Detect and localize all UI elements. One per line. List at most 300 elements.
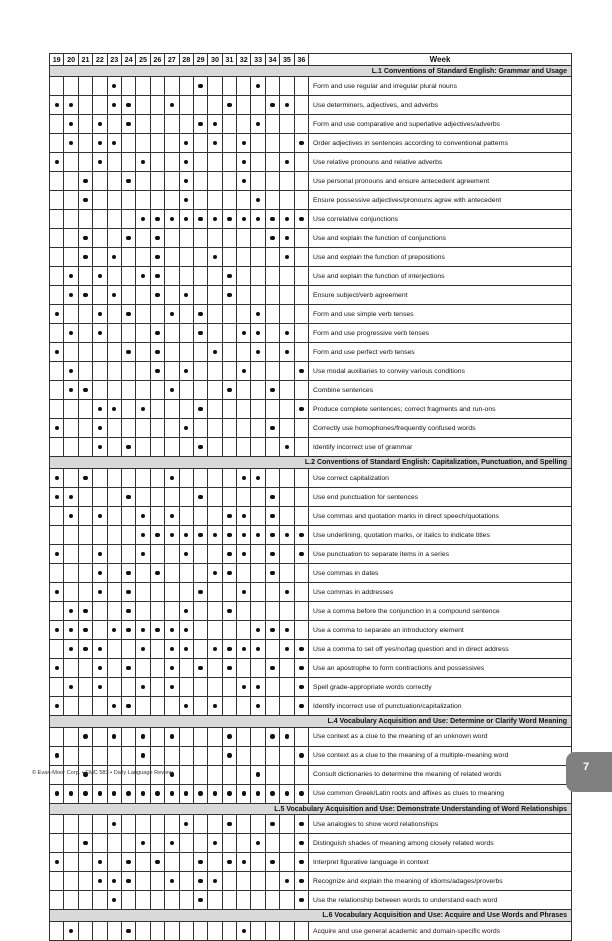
practice-dot — [69, 647, 73, 651]
practice-dot — [227, 533, 231, 537]
week-cell — [150, 438, 164, 457]
week-cell — [280, 872, 294, 891]
week-cell — [237, 640, 251, 659]
week-cell — [237, 853, 251, 872]
week-cell — [78, 172, 92, 191]
week-cell — [193, 419, 207, 438]
week-cell — [150, 564, 164, 583]
week-cell — [165, 659, 179, 678]
practice-dot — [112, 84, 116, 88]
week-cell — [78, 191, 92, 210]
week-cell — [93, 507, 107, 526]
practice-dot — [55, 312, 59, 316]
week-cell — [280, 564, 294, 583]
practice-dot — [69, 369, 73, 373]
week-cell — [251, 488, 265, 507]
practice-dot — [83, 293, 87, 297]
week-cell — [251, 621, 265, 640]
week-cell — [150, 488, 164, 507]
week-cell — [121, 305, 135, 324]
week-cell — [93, 134, 107, 153]
week-cell — [208, 229, 222, 248]
skill-description: Use correct capitalization — [309, 469, 572, 488]
week-cell — [150, 583, 164, 602]
week-cell — [78, 678, 92, 697]
week-cell — [294, 248, 308, 267]
week-cell — [280, 248, 294, 267]
week-cell — [50, 115, 64, 134]
practice-dot — [126, 312, 130, 316]
practice-dot — [98, 666, 102, 670]
week-cell — [265, 381, 279, 400]
week-cell — [50, 784, 64, 803]
week-cell — [64, 922, 78, 941]
practice-dot — [126, 103, 130, 107]
week-cell — [179, 286, 193, 305]
grid-body — [50, 65, 572, 940]
week-cell — [222, 922, 236, 941]
week-cell — [179, 678, 193, 697]
week-cell — [193, 922, 207, 941]
week-cell — [165, 324, 179, 343]
skill-description: Use commas and quotation marks in direct speech/quotations — [309, 507, 572, 526]
practice-dot — [256, 685, 260, 689]
practice-dot — [112, 879, 116, 883]
week-cell — [78, 784, 92, 803]
week-cell — [294, 659, 308, 678]
week-cell — [107, 834, 121, 853]
week-cell — [93, 172, 107, 191]
week-cell — [121, 419, 135, 438]
week-cell — [50, 678, 64, 697]
week-cell — [107, 267, 121, 286]
skill-description: Use context as a clue to the meaning of an unknown word — [309, 727, 572, 746]
skill-description: Use end punctuation for sentences — [309, 488, 572, 507]
week-cell — [78, 267, 92, 286]
practice-dot — [69, 514, 73, 518]
week-cell — [93, 891, 107, 910]
week-cell — [251, 381, 265, 400]
week-cell — [179, 727, 193, 746]
week-cell — [93, 96, 107, 115]
practice-dot — [256, 84, 260, 88]
week-cell — [179, 469, 193, 488]
week-cell — [165, 507, 179, 526]
practice-dot — [126, 879, 130, 883]
week-cell — [294, 419, 308, 438]
week-cell — [165, 678, 179, 697]
week-cell — [251, 834, 265, 853]
practice-dot — [242, 514, 246, 518]
practice-dot — [285, 734, 289, 738]
practice-dot — [141, 160, 145, 164]
practice-dot — [256, 331, 260, 335]
week-cell — [107, 134, 121, 153]
practice-dot — [126, 179, 130, 183]
practice-dot — [198, 217, 202, 221]
week-cell — [265, 191, 279, 210]
week-cell — [179, 210, 193, 229]
week-cell — [165, 922, 179, 941]
week-cell — [50, 697, 64, 716]
week-cell — [78, 400, 92, 419]
week-cell — [251, 526, 265, 545]
week-cell — [193, 834, 207, 853]
week-cell — [265, 678, 279, 697]
week-cell — [208, 746, 222, 765]
week-cell — [265, 697, 279, 716]
week-cell — [78, 438, 92, 457]
skill-description: Use personal pronouns and ensure antecedent agreement — [309, 172, 572, 191]
week-cell — [93, 381, 107, 400]
skill-row — [50, 115, 572, 134]
week-cell — [165, 153, 179, 172]
week-cell — [78, 583, 92, 602]
week-cell — [93, 248, 107, 267]
week-cell — [50, 621, 64, 640]
week-cell — [136, 362, 150, 381]
week-cell — [50, 438, 64, 457]
skill-description: Use an apostrophe to form contractions and possessives — [309, 659, 572, 678]
practice-dot — [126, 350, 130, 354]
week-cell — [107, 697, 121, 716]
week-cell — [78, 815, 92, 834]
week-cell — [222, 678, 236, 697]
skill-description: Identify incorrect use of grammar — [309, 438, 572, 457]
practice-dot — [270, 571, 274, 575]
week-cell — [222, 134, 236, 153]
practice-dot — [155, 217, 159, 221]
week-cell — [251, 229, 265, 248]
week-cell — [165, 115, 179, 134]
week-cell — [165, 305, 179, 324]
practice-dot — [98, 312, 102, 316]
week-cell — [50, 469, 64, 488]
practice-dot — [270, 533, 274, 537]
week-cell — [121, 872, 135, 891]
week-cell — [64, 784, 78, 803]
week-cell — [222, 602, 236, 621]
practice-dot — [112, 734, 116, 738]
practice-dot — [170, 647, 174, 651]
week-cell — [121, 191, 135, 210]
practice-dot — [83, 609, 87, 613]
week-cell — [50, 545, 64, 564]
week-cell — [165, 602, 179, 621]
week-cell — [165, 697, 179, 716]
week-cell — [121, 488, 135, 507]
week-cell — [294, 381, 308, 400]
week-cell — [78, 727, 92, 746]
practice-dot — [198, 445, 202, 449]
week-cell — [93, 602, 107, 621]
week-cell — [179, 640, 193, 659]
week-cell — [251, 678, 265, 697]
week-cell — [208, 362, 222, 381]
week-cell — [150, 191, 164, 210]
week-cell — [237, 891, 251, 910]
week-cell — [237, 96, 251, 115]
week-cell — [193, 400, 207, 419]
practice-dot — [83, 476, 87, 480]
week-cell — [237, 746, 251, 765]
week-cell — [222, 362, 236, 381]
week-cell — [50, 526, 64, 545]
skill-description: Spell grade-appropriate words correctly — [309, 678, 572, 697]
week-cell — [251, 438, 265, 457]
skill-row — [50, 697, 572, 716]
practice-dot — [299, 217, 303, 221]
week-cell — [193, 784, 207, 803]
practice-dot — [155, 350, 159, 354]
week-cell — [93, 922, 107, 941]
week-cell — [121, 621, 135, 640]
practice-dot — [184, 293, 188, 297]
week-cell — [136, 545, 150, 564]
week-cell — [78, 746, 92, 765]
week-cell — [107, 343, 121, 362]
skill-row — [50, 872, 572, 891]
practice-dot — [285, 533, 289, 537]
week-cell — [237, 77, 251, 96]
week-cell — [64, 545, 78, 564]
week-cell — [107, 872, 121, 891]
week-number: 24 — [121, 54, 135, 66]
week-cell — [222, 191, 236, 210]
week-cell — [222, 891, 236, 910]
week-cell — [150, 659, 164, 678]
week-cell — [208, 488, 222, 507]
week-cell — [179, 583, 193, 602]
practice-dot — [98, 552, 102, 556]
week-cell — [208, 438, 222, 457]
practice-dot — [98, 860, 102, 864]
week-cell — [251, 115, 265, 134]
week-cell — [237, 438, 251, 457]
week-cell — [251, 286, 265, 305]
week-cell — [265, 488, 279, 507]
week-cell — [222, 286, 236, 305]
practice-dot — [256, 647, 260, 651]
week-cell — [93, 305, 107, 324]
week-cell — [50, 248, 64, 267]
practice-dot — [141, 734, 145, 738]
practice-dot — [184, 160, 188, 164]
week-cell — [237, 115, 251, 134]
skill-description: Use a comma before the conjunction in a compound sentence — [309, 602, 572, 621]
week-cell — [208, 77, 222, 96]
week-cell — [280, 545, 294, 564]
week-cell — [251, 419, 265, 438]
practice-dot — [227, 753, 231, 757]
week-cell — [78, 305, 92, 324]
week-cell — [179, 229, 193, 248]
week-cell — [93, 526, 107, 545]
week-cell — [50, 659, 64, 678]
week-cell — [121, 678, 135, 697]
practice-dot — [141, 274, 145, 278]
skill-row — [50, 784, 572, 803]
week-cell — [78, 853, 92, 872]
week-cell — [280, 77, 294, 96]
week-cell — [237, 153, 251, 172]
week-cell — [294, 134, 308, 153]
week-cell — [294, 697, 308, 716]
week-cell — [107, 77, 121, 96]
week-cell — [136, 77, 150, 96]
week-cell — [251, 324, 265, 343]
week-cell — [237, 134, 251, 153]
week-cell — [265, 784, 279, 803]
practice-dot — [69, 388, 73, 392]
week-cell — [208, 678, 222, 697]
practice-dot — [126, 571, 130, 575]
week-cell — [222, 488, 236, 507]
week-cell — [150, 853, 164, 872]
practice-dot — [98, 647, 102, 651]
week-cell — [294, 267, 308, 286]
week-cell — [294, 488, 308, 507]
week-cell — [193, 815, 207, 834]
week-cell — [280, 834, 294, 853]
practice-dot — [55, 860, 59, 864]
practice-dot — [155, 533, 159, 537]
week-cell — [121, 602, 135, 621]
week-cell — [165, 526, 179, 545]
practice-dot — [285, 628, 289, 632]
skill-row — [50, 210, 572, 229]
week-cell — [165, 746, 179, 765]
week-cell — [50, 400, 64, 419]
week-cell — [93, 210, 107, 229]
week-cell — [121, 324, 135, 343]
week-cell — [280, 922, 294, 941]
week-cell — [179, 305, 193, 324]
section-title: L.1 Conventions of Standard English: Grammar and Usage — [50, 65, 572, 77]
week-heading: Week — [309, 54, 572, 66]
practice-dot — [270, 666, 274, 670]
week-cell — [179, 659, 193, 678]
week-cell — [50, 834, 64, 853]
practice-dot — [242, 929, 246, 933]
week-cell — [150, 115, 164, 134]
week-cell — [136, 191, 150, 210]
week-cell — [222, 248, 236, 267]
week-cell — [64, 343, 78, 362]
week-cell — [294, 172, 308, 191]
week-cell — [136, 96, 150, 115]
week-cell — [165, 267, 179, 286]
week-cell — [179, 872, 193, 891]
week-cell — [193, 765, 207, 784]
week-cell — [64, 77, 78, 96]
week-cell — [237, 286, 251, 305]
week-cell — [121, 507, 135, 526]
week-cell — [251, 267, 265, 286]
skill-description: Use and explain the function of prepositions — [309, 248, 572, 267]
week-cell — [121, 526, 135, 545]
skill-row — [50, 343, 572, 362]
section-header-row — [50, 716, 572, 728]
week-cell — [193, 872, 207, 891]
week-cell — [93, 324, 107, 343]
week-cell — [265, 77, 279, 96]
week-cell — [280, 815, 294, 834]
week-cell — [165, 469, 179, 488]
week-cell — [237, 305, 251, 324]
week-cell — [50, 267, 64, 286]
week-cell — [165, 419, 179, 438]
week-cell — [265, 583, 279, 602]
practice-dot — [155, 293, 159, 297]
week-cell — [193, 526, 207, 545]
week-cell — [136, 872, 150, 891]
week-cell — [237, 400, 251, 419]
section-title: L.6 Vocabulary Acquisition and Use: Acquire and Use Words and Phrases — [50, 910, 572, 922]
practice-dot — [198, 590, 202, 594]
week-cell — [265, 305, 279, 324]
week-cell — [150, 834, 164, 853]
practice-dot — [155, 571, 159, 575]
week-cell — [237, 872, 251, 891]
week-cell — [294, 922, 308, 941]
week-cell — [121, 248, 135, 267]
week-cell — [107, 400, 121, 419]
week-cell — [78, 621, 92, 640]
week-cell — [208, 583, 222, 602]
week-cell — [165, 248, 179, 267]
week-cell — [193, 172, 207, 191]
skill-row — [50, 267, 572, 286]
week-cell — [136, 488, 150, 507]
week-number: 31 — [222, 54, 236, 66]
week-cell — [179, 765, 193, 784]
week-cell — [64, 191, 78, 210]
week-cell — [136, 853, 150, 872]
week-cell — [93, 362, 107, 381]
week-cell — [50, 210, 64, 229]
week-cell — [280, 381, 294, 400]
skill-row — [50, 659, 572, 678]
practice-dot — [198, 84, 202, 88]
week-cell — [121, 77, 135, 96]
week-cell — [251, 507, 265, 526]
week-cell — [222, 640, 236, 659]
week-cell — [179, 621, 193, 640]
practice-dot — [198, 860, 202, 864]
week-cell — [50, 362, 64, 381]
week-cell — [136, 746, 150, 765]
practice-dot — [98, 122, 102, 126]
week-cell — [222, 229, 236, 248]
practice-dot — [126, 122, 130, 126]
week-cell — [179, 564, 193, 583]
footer-credit: © Evan-Moor Corp. • EMC 583 • Daily Language Review — [32, 770, 173, 776]
week-cell — [193, 115, 207, 134]
week-cell — [78, 545, 92, 564]
practice-dot — [198, 331, 202, 335]
week-cell — [179, 419, 193, 438]
practice-dot — [98, 274, 102, 278]
practice-dot — [184, 141, 188, 145]
week-cell — [107, 488, 121, 507]
practice-dot — [299, 860, 303, 864]
week-cell — [136, 834, 150, 853]
practice-dot — [98, 445, 102, 449]
week-cell — [136, 419, 150, 438]
practice-dot — [55, 753, 59, 757]
practice-dot — [112, 255, 116, 259]
